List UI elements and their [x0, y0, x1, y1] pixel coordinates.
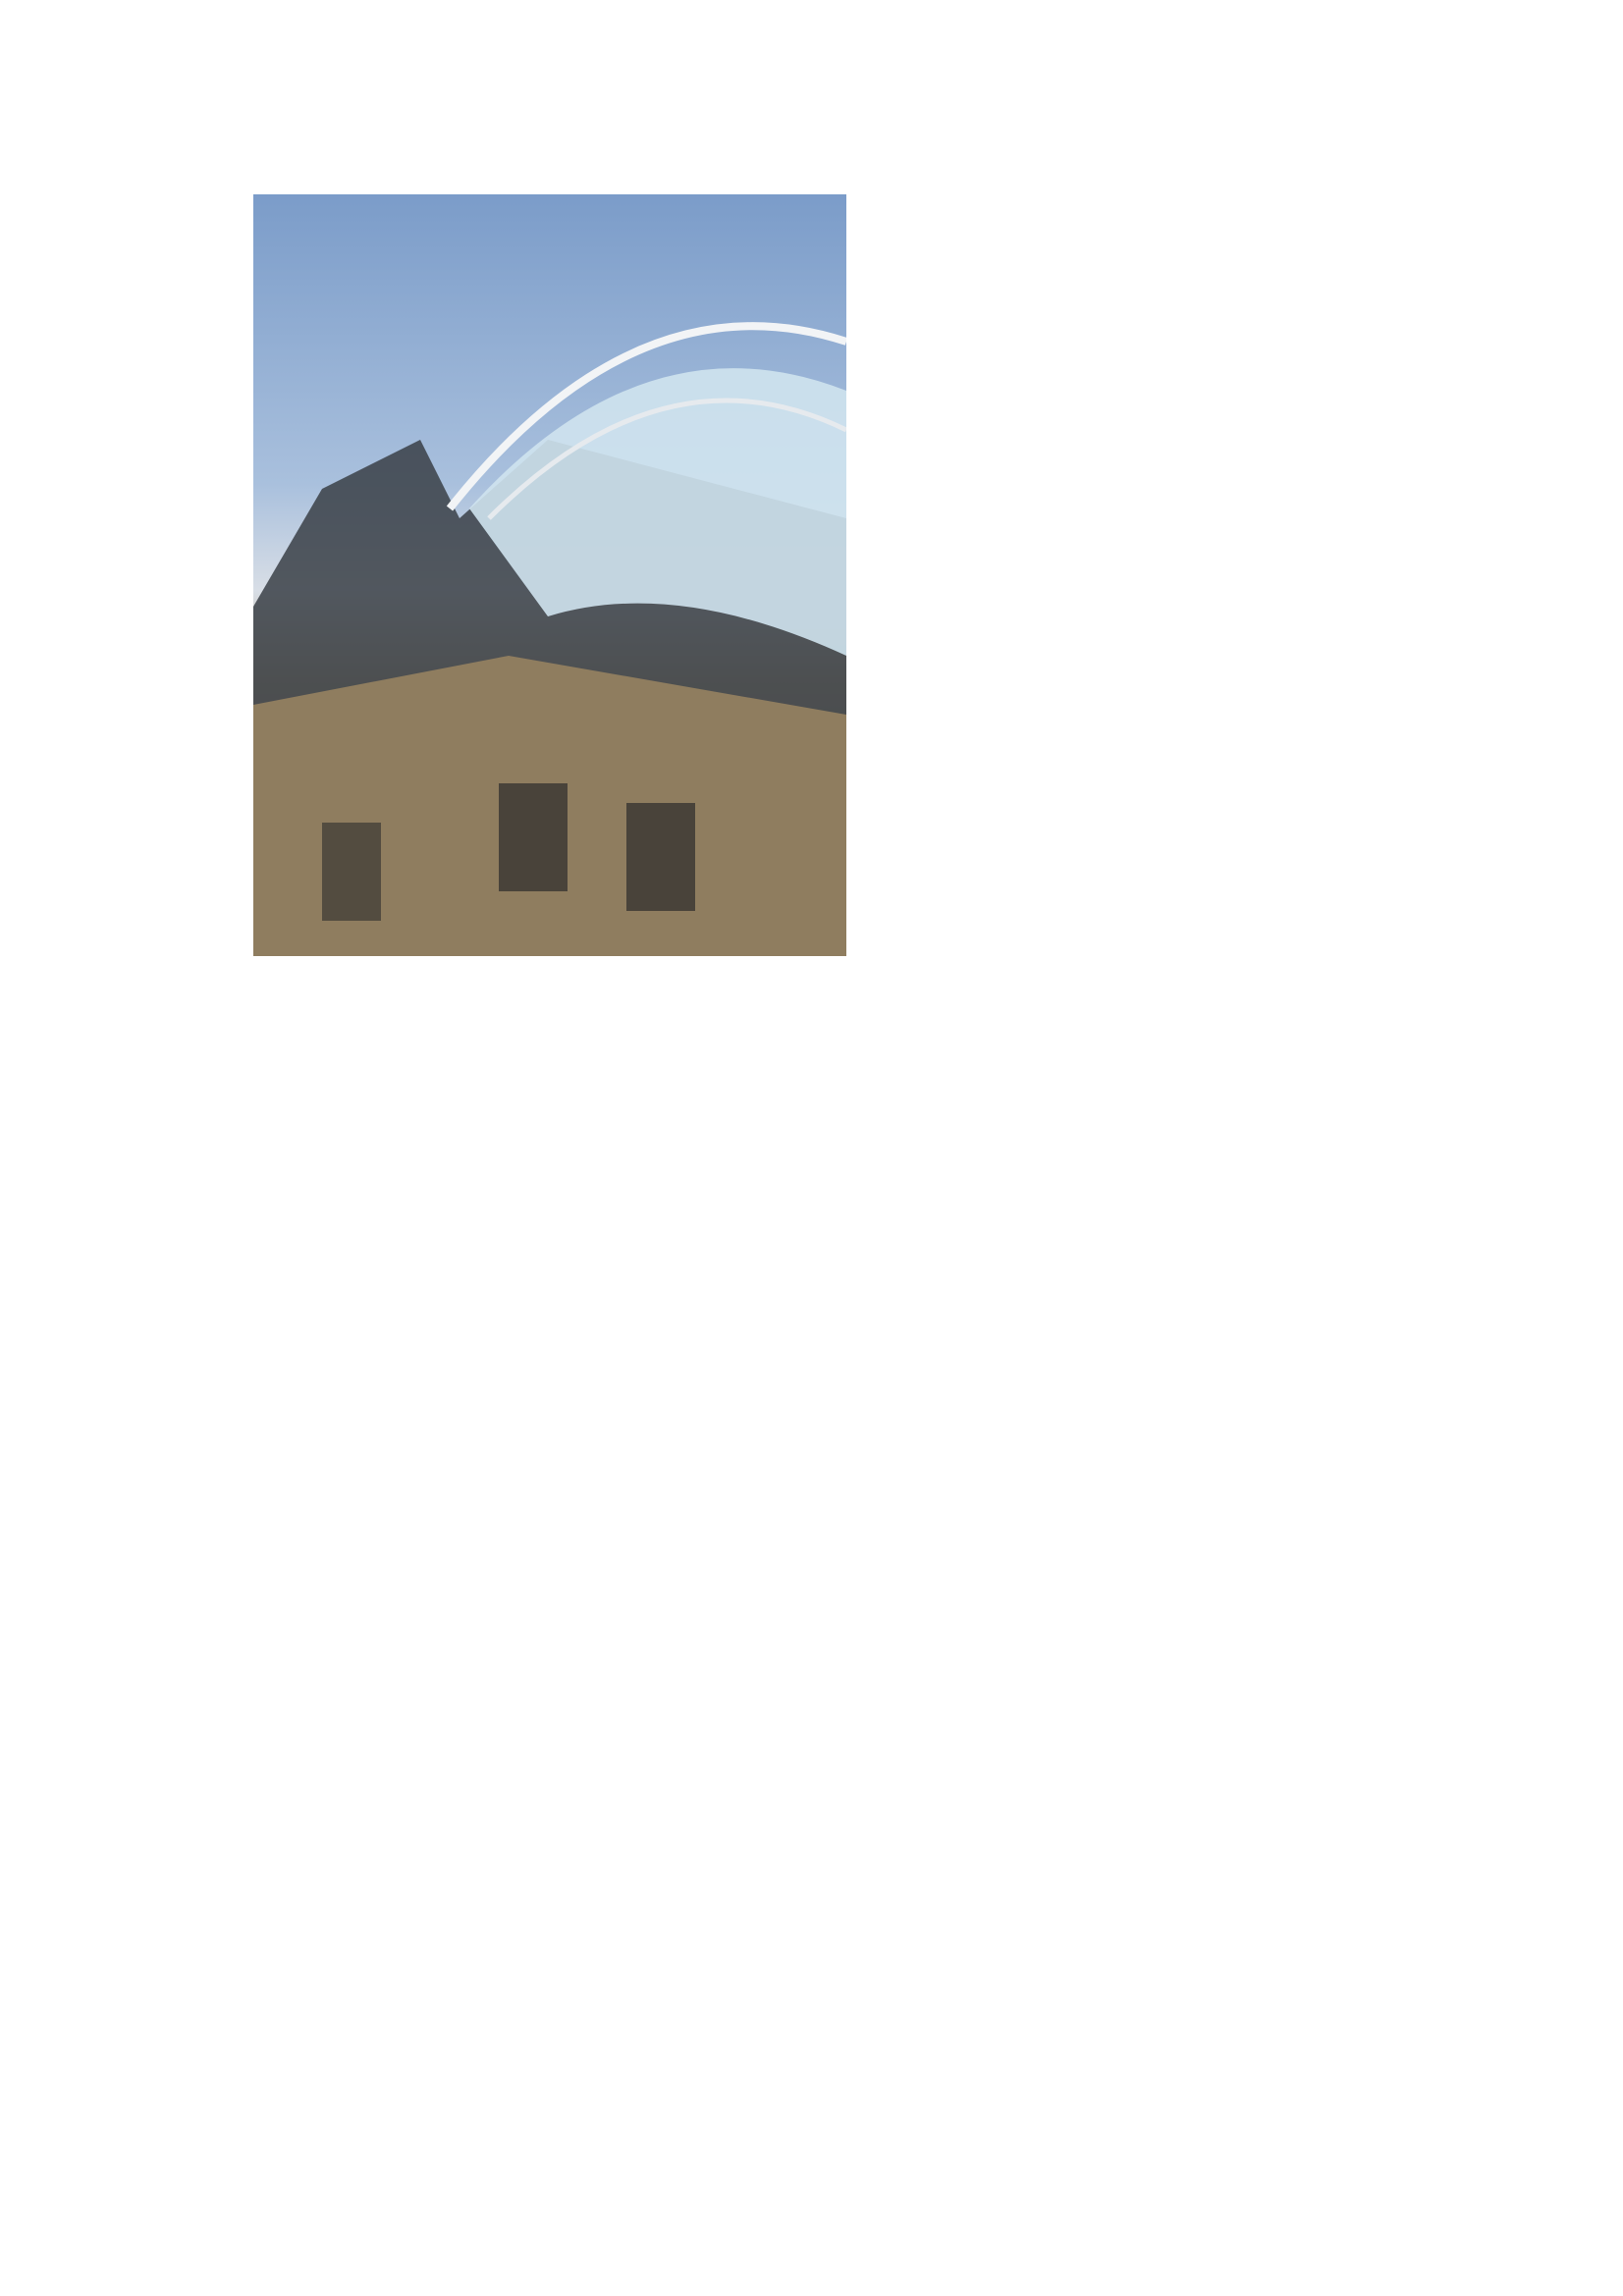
building-photo-illustration: [253, 194, 846, 956]
building-photo: [253, 194, 846, 956]
document-page: [253, 188, 1455, 962]
